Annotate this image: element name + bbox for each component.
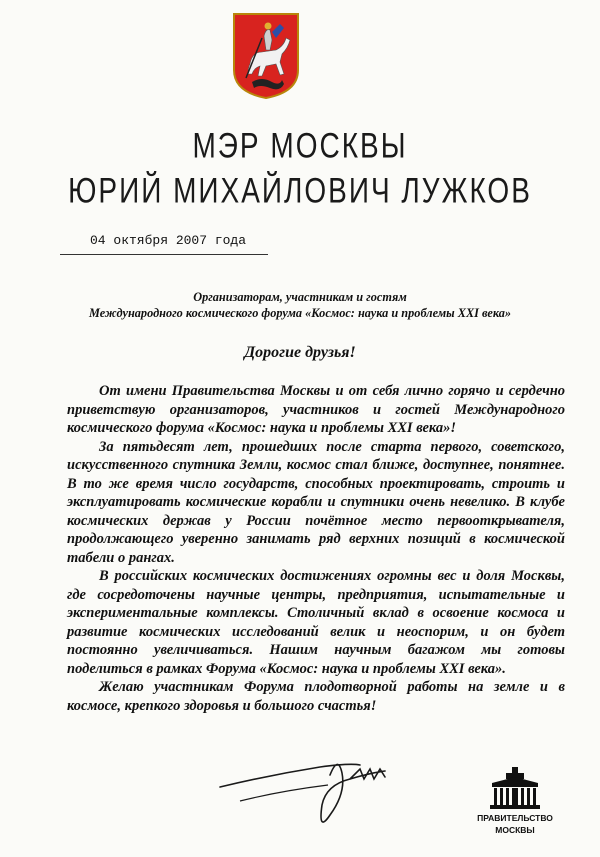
body-paragraph: Желаю участникам Форума плодотворной работы на земле и в космосе, крепкого здоровья и большого счастья!	[67, 679, 565, 714]
page-title-line-1: МЭР МОСКВЫ	[192, 126, 408, 165]
date-divider	[60, 254, 268, 255]
gov-label-line-1: ПРАВИТЕЛЬСТВО	[477, 813, 553, 823]
government-building-icon	[488, 765, 542, 811]
letter-date: 04 октября 2007 года	[90, 233, 247, 248]
handwritten-signature	[210, 745, 430, 840]
body-paragraph: В российских космических достижениях огромны вес и доля Москвы, где сосредоточены научные центры, предприятия, испытательные и экспериментальные комплексы. Столичный вклад в освоение космоса и развитие космических исследований велик и неоспорим, и он будет постоянно увеличиваться. Нашим научным багажом мы готовы поделиться в рамках Форума «Космос: наука и проблемы XXI века».	[67, 568, 565, 677]
moscow-coat-of-arms-icon	[232, 12, 300, 100]
address-line-2: Международного космического форума «Космос: наука и проблемы XXI века»	[88, 306, 512, 320]
gov-label-line-2: МОСКВЫ	[495, 825, 535, 835]
letter-body	[67, 382, 565, 715]
page-title-line-2: ЮРИЙ МИХАЙЛОВИЧ ЛУЖКОВ	[68, 171, 532, 210]
greeting: Дорогие друзья!	[244, 344, 356, 361]
body-paragraph: От имени Правительства Москвы и от себя лично горячо и сердечно приветствую организаторов, участников и гостей Международного космического форума «Космос: наука и проблемы XXI века»!	[67, 383, 565, 436]
government-seal	[460, 765, 570, 835]
address-line-1: Организаторам, участникам и гостям	[193, 290, 407, 304]
body-paragraph: За пятьдесят лет, прошедших после старта первого, советского, искусственного спутника Земли, космос стал ближе, доступнее, понятнее. В то же время число государств, способных проектировать, строить и эксплуатировать космические корабли и спутники очень невелико. В клубе космических держав у России почётное место первооткрывателя, продолжающего уверенно занимать ряд верхних позиций в космической табели о рангах.	[67, 438, 565, 566]
